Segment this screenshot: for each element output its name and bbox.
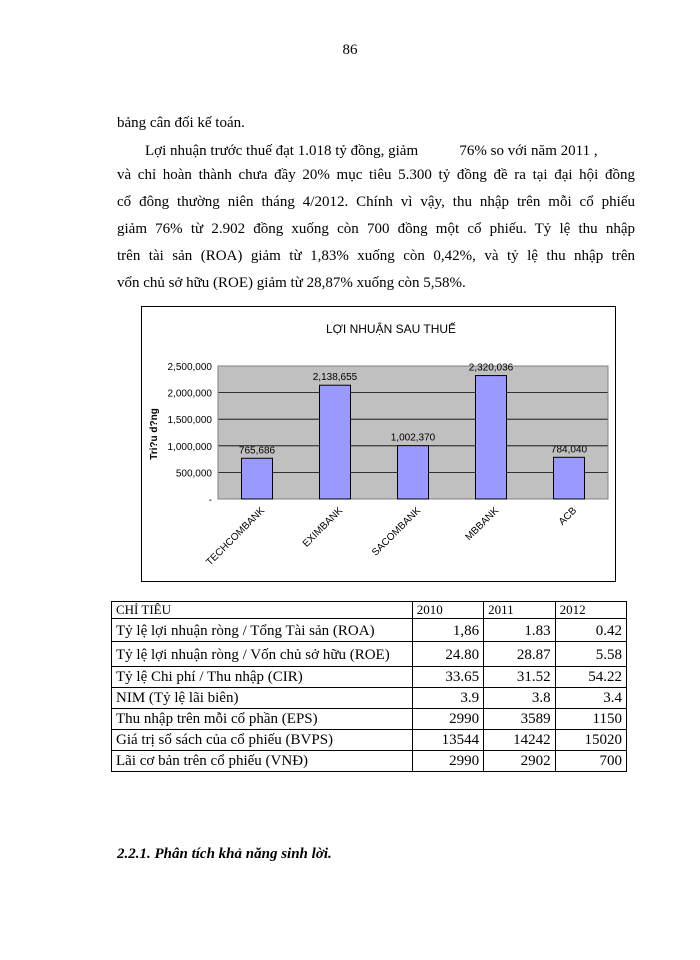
y-tick-label: 2,500,000: [167, 362, 212, 373]
value-cell-2011: 14242: [484, 730, 555, 751]
row-label-cell: Lãi cơ bản trên cổ phiếu (VNĐ): [112, 751, 413, 772]
value-cell-2011: 2902: [484, 751, 555, 772]
row-label-cell: Tỷ lệ lợi nhuận ròng / Tổng Tài sản (ROA): [112, 619, 413, 642]
value-cell-2010: 33.65: [412, 667, 483, 688]
bar-acb: [554, 457, 585, 499]
page-number: 86: [342, 42, 358, 58]
table-row: [112, 751, 627, 772]
x-category-label: ACB: [556, 505, 580, 528]
bar-eximbank: [320, 385, 351, 499]
table-row: [112, 619, 627, 642]
bar-sacombank: [398, 446, 429, 499]
row-label-cell: Giá trị sổ sách của cổ phiếu (BVPS): [112, 730, 413, 751]
paragraph-line: trên tài sản (ROA) giảm từ 1,83% xuống còn 0,42%, và tỷ lệ thu nhập trên: [117, 248, 635, 264]
header-cell: 2011: [484, 602, 555, 619]
value-cell-2010: 2990: [412, 751, 483, 772]
x-category-label: MBBANK: [463, 505, 502, 543]
paragraph-line: cổ đông thường niên tháng 4/2012. Chính vì vậy, thu nhập trên mỗi cổ phiếu: [117, 194, 635, 210]
value-cell-2012: 3.4: [555, 688, 626, 709]
paragraph-line: bảng cân đối kế toán.: [117, 115, 245, 131]
y-tick-label: 1,500,000: [167, 415, 212, 427]
row-label-cell: Tỷ lệ lợi nhuận ròng / Vốn chủ sở hữu (ROE): [112, 642, 413, 667]
value-cell-2010: 3.9: [412, 688, 483, 709]
header-cell: 2010: [412, 602, 483, 619]
value-cell-2010: 1,86: [412, 619, 483, 642]
value-cell-2011: 3.8: [484, 688, 555, 709]
y-tick-label: 500,000: [175, 468, 212, 480]
row-label-cell: Thu nhập trên mỗi cổ phần (EPS): [112, 709, 413, 730]
plot-area: [168, 362, 609, 568]
value-cell-2010: 2990: [412, 709, 483, 730]
value-cell-2012: 700: [555, 751, 626, 772]
chart-canvas: [142, 307, 615, 581]
paragraph-line: và chỉ hoàn thành chưa đầy 20% mục tiêu 5.300 tỷ đồng đề ra tại đại hội đồng: [117, 167, 635, 183]
row-label-cell: NIM (Tỷ lệ lãi biên): [112, 688, 413, 709]
bar-value-label: 784,040: [550, 444, 588, 456]
value-cell-2012: 0.42: [555, 619, 626, 642]
chart-title: LỢI NHUẬN SAU THUẾ: [325, 322, 457, 336]
value-cell-2012: 15020: [555, 730, 626, 751]
y-axis-label: Tri?u d?ng: [149, 408, 160, 460]
bar-value-label: 2,320,036: [468, 362, 514, 374]
value-cell-2010: 13544: [412, 730, 483, 751]
paragraph-line: Lợi nhuận trước thuế đạt 1.018 tỷ đồng, giảm 76% so với năm 2011 ,: [145, 143, 598, 159]
financial-ratios-table: [111, 601, 627, 772]
table-row: [112, 688, 627, 709]
table-row: [112, 709, 627, 730]
value-cell-2012: 1150: [555, 709, 626, 730]
value-cell-2011: 31.52: [484, 667, 555, 688]
table-row: [112, 667, 627, 688]
bar-mbbank: [476, 376, 507, 499]
y-tick-label: -: [208, 495, 212, 506]
value-cell-2012: 54.22: [555, 667, 626, 688]
x-category-label: TECHCOMBANK: [204, 505, 268, 569]
paragraph-line: vốn chủ sở hữu (ROE) giảm từ 28,87% xuống còn 5,58%.: [117, 275, 466, 291]
value-cell-2011: 28.87: [484, 642, 555, 667]
header-cell: CHỈ TIÊU: [112, 602, 413, 619]
value-cell-2012: 5.58: [555, 642, 626, 667]
value-cell-2011: 3589: [484, 709, 555, 730]
table-row: [112, 642, 627, 667]
x-category-label: SACOMBANK: [370, 505, 424, 559]
bar-value-label: 1,002,370: [390, 432, 436, 444]
table-row: [112, 730, 627, 751]
header-cell: 2012: [555, 602, 626, 619]
y-tick-label: 1,000,000: [167, 441, 212, 453]
x-category-label: EXIMBANK: [300, 505, 346, 550]
bar-value-label: 2,138,655: [312, 372, 358, 384]
value-cell-2011: 1.83: [484, 619, 555, 642]
table-header-row: [112, 602, 627, 619]
value-cell-2010: 24.80: [412, 642, 483, 667]
profit-chart: [141, 306, 616, 582]
paragraph-line: giảm 76% từ 2.902 đồng xuống còn 700 đồng một cổ phiếu. Tỷ lệ thu nhập: [117, 221, 635, 237]
y-tick-label: 2,000,000: [167, 388, 212, 400]
row-label-cell: Tỷ lệ Chi phí / Thu nhập (CIR): [112, 667, 413, 688]
bar-techcombank: [242, 458, 273, 499]
section-heading: 2.2.1. Phân tích khả năng sinh lời.: [117, 846, 332, 862]
bar-value-label: 765,686: [238, 445, 276, 457]
